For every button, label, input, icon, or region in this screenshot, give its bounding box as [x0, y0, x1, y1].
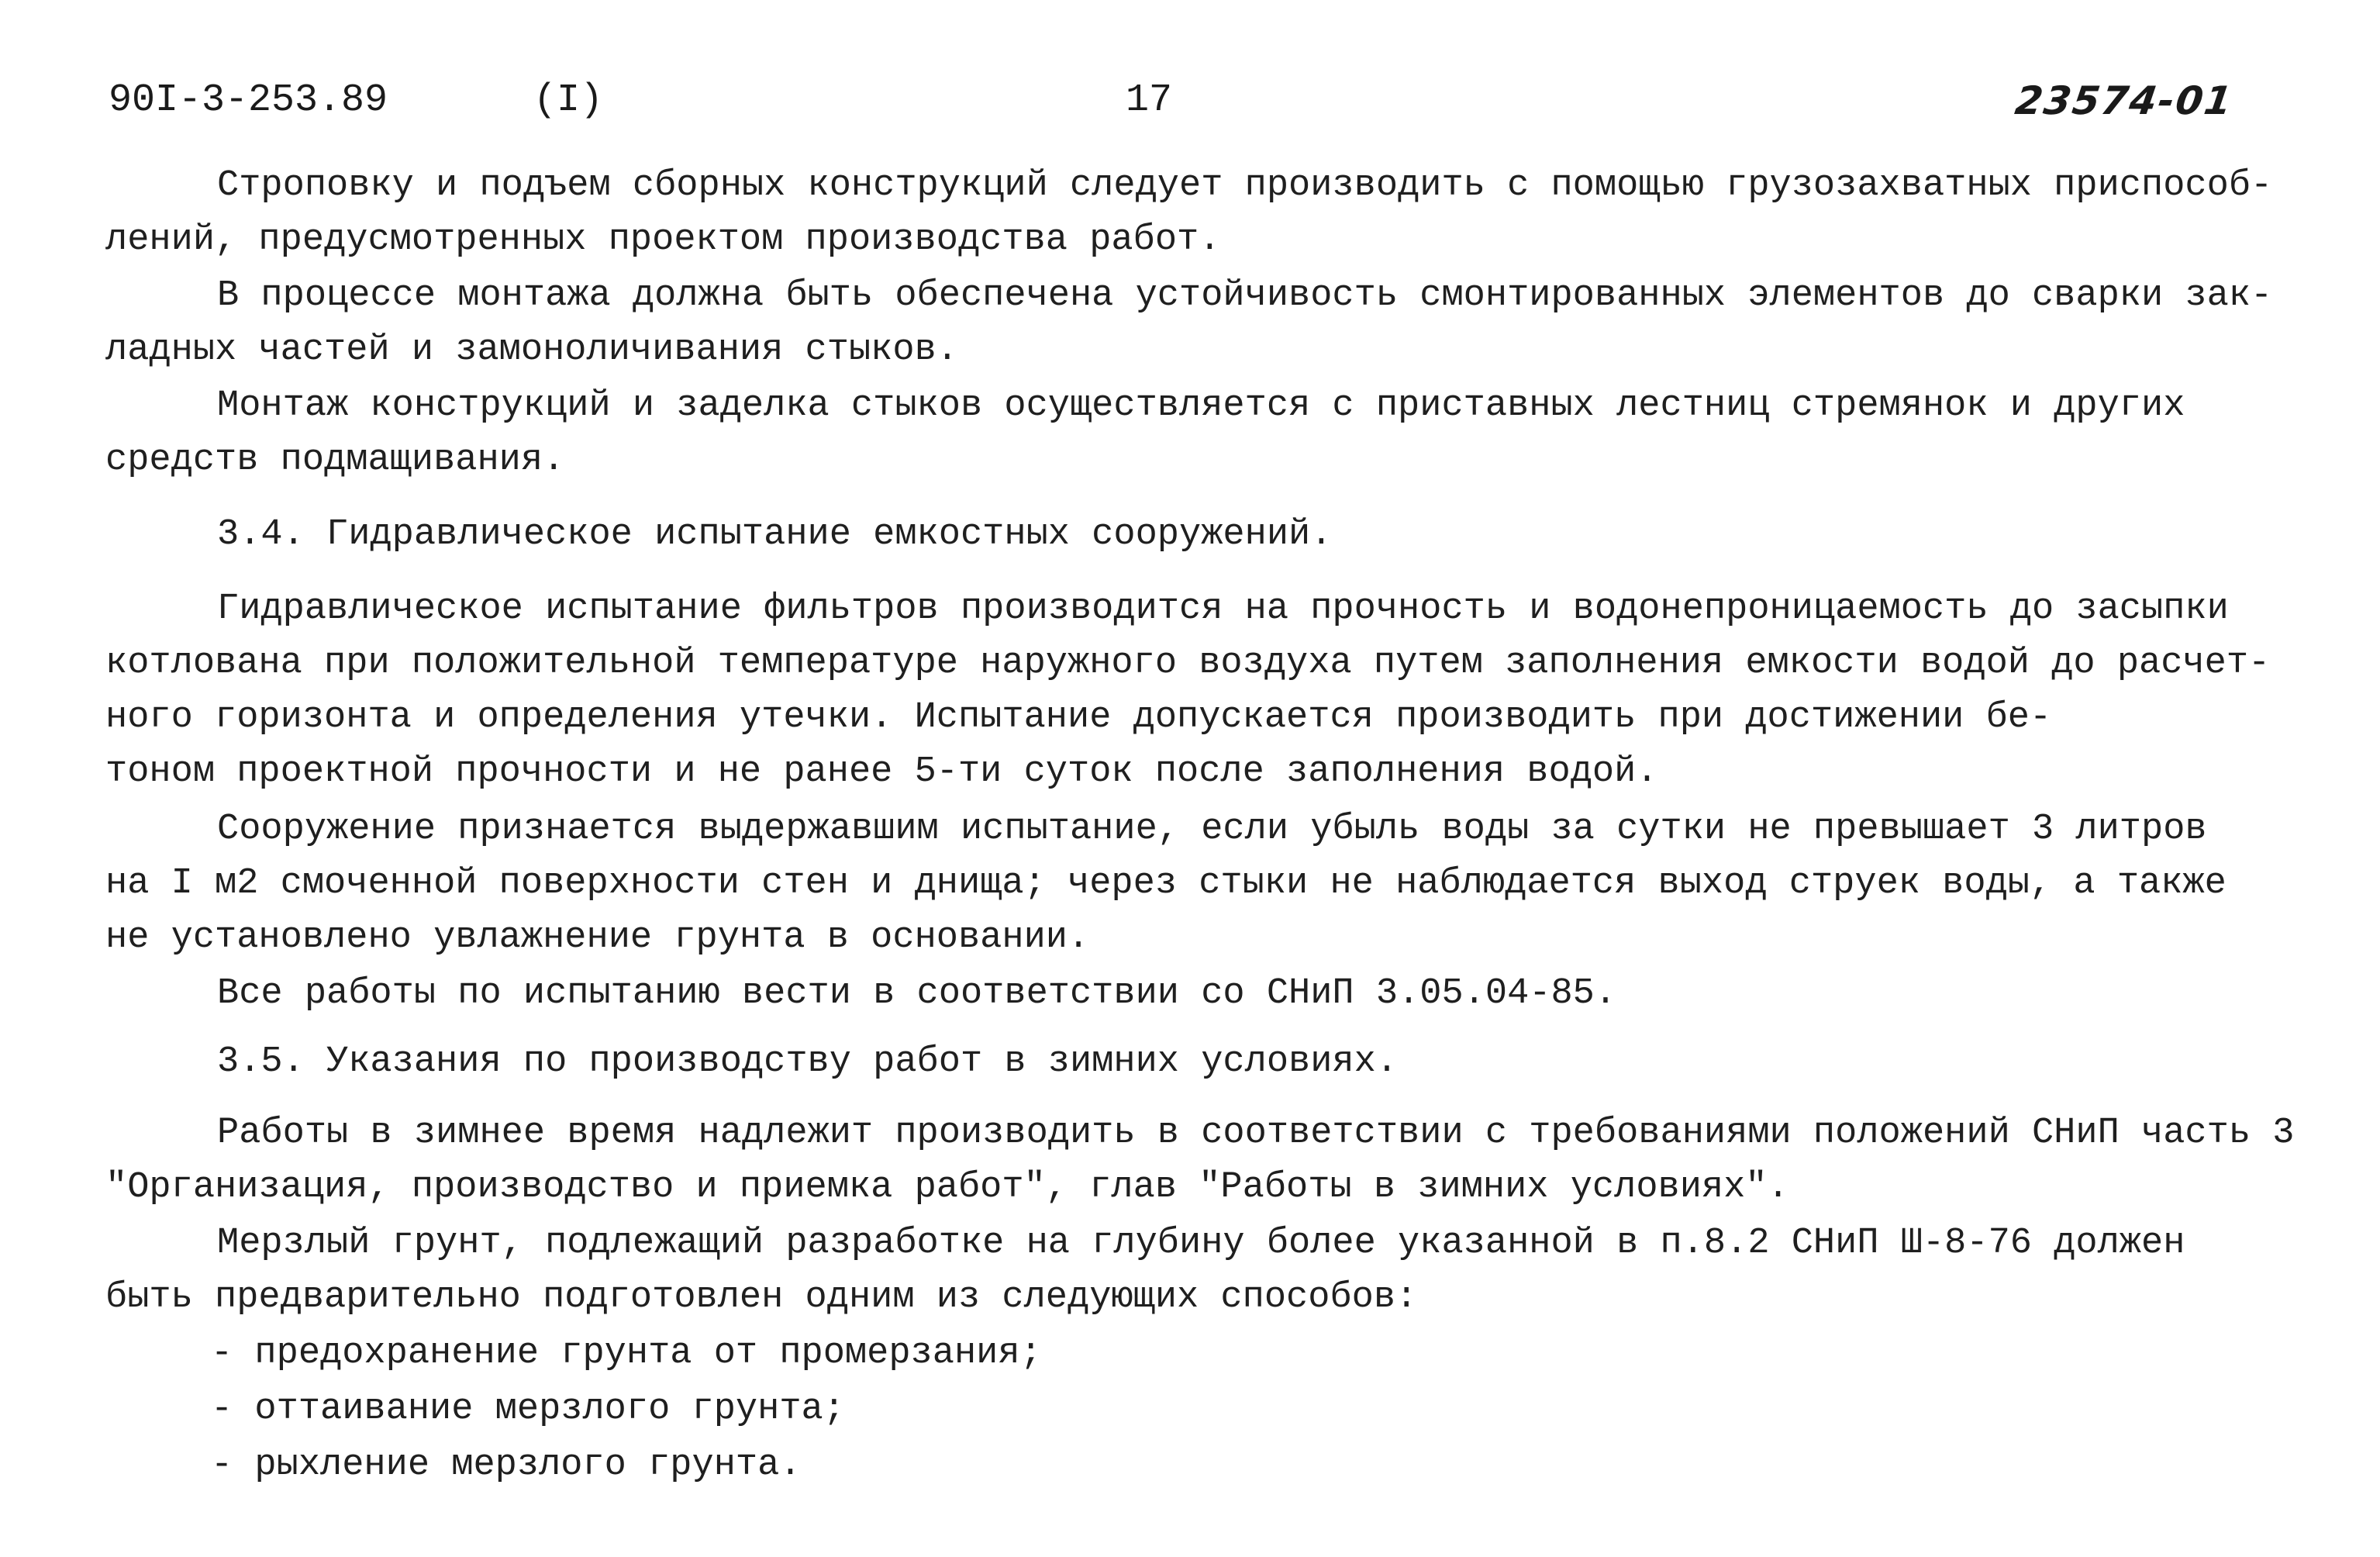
- paragraph-line: Работы в зимнее время надлежит производить в соответствии с требованиями положений СНиП часть 3: [217, 1113, 2295, 1154]
- paragraph-line: Гидравлическое испытание фильтров производится на прочность и водонепроницаемость до засыпки: [217, 589, 2229, 630]
- paragraph-line: не установлено увлажнение грунта в основании.: [105, 917, 1090, 958]
- paragraph-line: тоном проектной прочности и не ранее 5-ти суток после заполнения водой.: [105, 751, 1658, 792]
- paragraph-line: ного горизонта и определения утечки. Испытание допускается производить при достижении бе-: [105, 697, 2052, 738]
- page-number: 17: [1126, 78, 1173, 123]
- section-heading: 3.5. Указания по производству работ в зимних условиях.: [217, 1041, 1399, 1082]
- paragraph-line: котлована при положительной температуре наружного воздуха путем заполнения емкости водой до расчет-: [105, 643, 2271, 684]
- list-item: - оттаивание мерзлого грунта;: [211, 1389, 845, 1430]
- paragraph-line: Строповку и подъем сборных конструкций следует производить с помощью грузозахватных приспособ-: [217, 165, 2273, 206]
- list-item: - предохранение грунта от промерзания;: [211, 1333, 1042, 1374]
- paragraph-line: Сооружение признается выдержавшим испытание, если убыль воды за сутки не превышает 3 литров: [217, 809, 2207, 850]
- paragraph-line: Мерзлый грунт, подлежащий разработке на глубину более указанной в п.8.2 СНиП Ш-8-76 должен: [217, 1223, 2185, 1264]
- list-item: - рыхление мерзлого грунта.: [211, 1445, 802, 1486]
- archive-number: 23574-01: [2012, 78, 2237, 123]
- paragraph-line: "Организация, производство и приемка работ", глав "Работы в зимних условиях".: [105, 1167, 1789, 1208]
- sheet-marker: (I): [533, 78, 604, 123]
- paragraph-line: Монтаж конструкций и заделка стыков осуществляется с приставных лестниц стремянок и других: [217, 385, 2185, 426]
- paragraph-line: ладных частей и замоноличивания стыков.: [105, 330, 958, 371]
- paragraph-line: на I м2 смоченной поверхности стен и днища; через стыки не наблюдается выход струек воды, а также: [105, 863, 2227, 904]
- paragraph-line: быть предварительно подготовлен одним из следующих способов:: [105, 1277, 1418, 1318]
- paragraph-line: лений, предусмотренных проектом производства работ.: [105, 219, 1221, 261]
- paragraph-line: В процессе монтажа должна быть обеспечена устойчивость смонтированных элементов до сварки зак-: [217, 275, 2273, 316]
- paragraph-line: средств подмащивания.: [105, 440, 565, 481]
- section-heading: 3.4. Гидравлическое испытание емкостных сооружений.: [217, 514, 1333, 555]
- paragraph-line: Все работы по испытанию вести в соответствии со СНиП 3.05.04-85.: [217, 973, 1617, 1014]
- document-code: 90I-3-253.89: [109, 78, 388, 123]
